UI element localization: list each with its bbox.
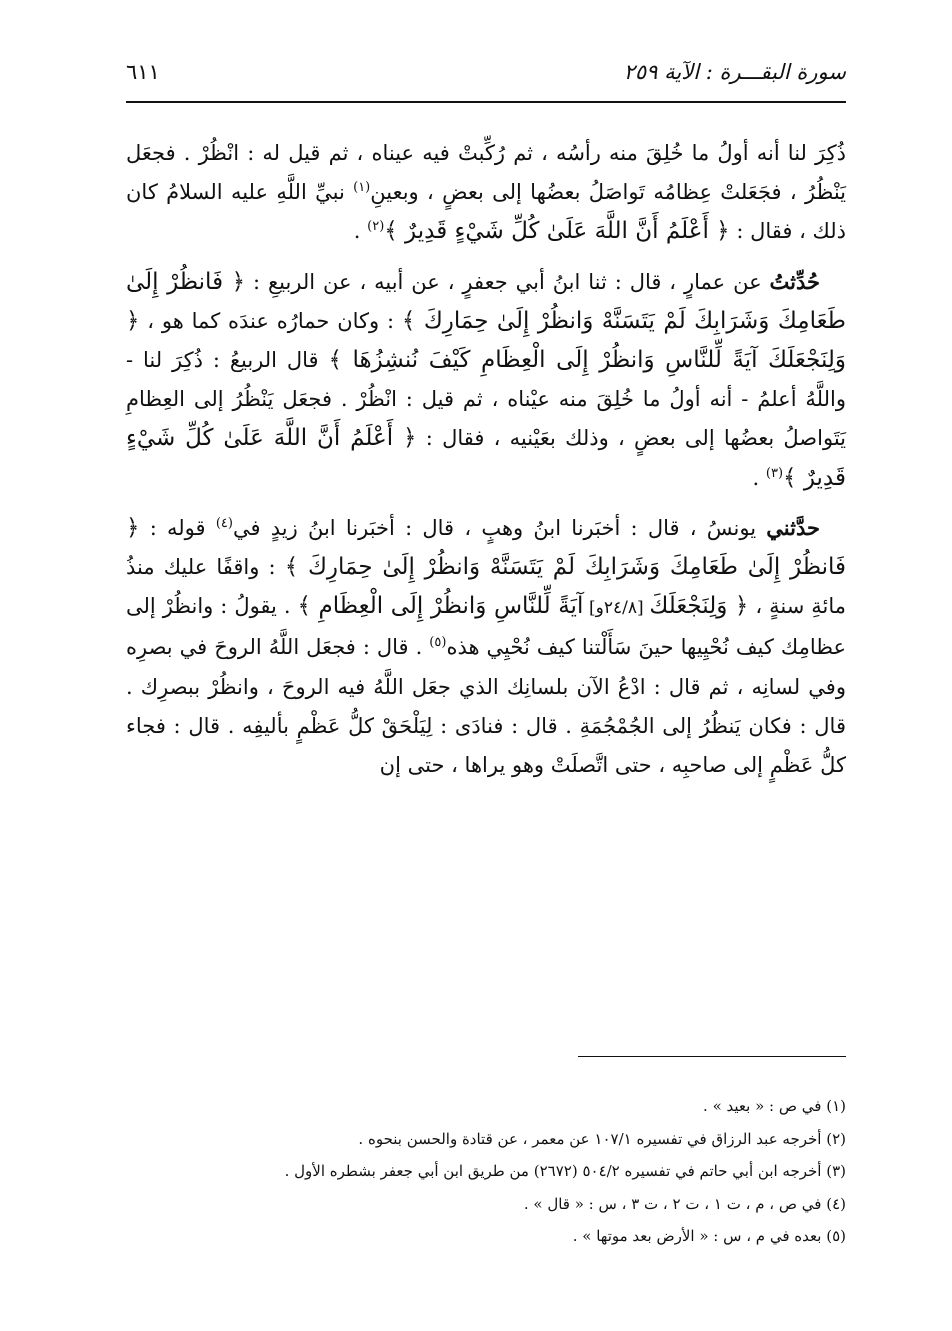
footnotes (126, 1090, 846, 1253)
text-run: . (353, 219, 368, 244)
text-run: قال الربيعُ : ذُكِرَ لنا - واللَّهُ أعلمُ - أنه أولُ ما خُلِقَ منه عيْناه ، ثم قيل : انْظُرْ . فجعَل يَنْظُرُ إلى العِظامِ يَتَواصلُ بعضُها إلى بعضٍ ، وذلك بعَيْنيه ، فقال : (126, 348, 847, 451)
text-run: . قال : فجعَل اللَّهُ الروحَ في بصرِه وفي لسانِه ، ثم قال : ادْعُ الآن بلسانِك الذي جعَل اللَّهُ فيه الروحَ ، وانظُرْ ببصرِك . قال : فكان يَنظُرُ إلى الجُمْجُمَةِ . قال : فنادَى : لِيَلْحَقْ كلُّ عَظْمٍ بأليفِه . قال : فجاء كلُّ عَظْمٍ إلى صاحبِه ، حتى اتَّصلَتْ وهو يراها ، حتى إن (126, 635, 846, 778)
footnote-ref-1: (١) (353, 180, 371, 196)
quran-verse: ﴿ فَانظُرْ إِلَىٰ طَعَامِكَ وَشَرَابِكَ لَمْ يَتَسَنَّهْ وَانظُرْ إِلَىٰ حِمَارِكَ ﴾ (126, 514, 846, 581)
text-run: قوله : (139, 515, 216, 540)
page-number: ٦١١ (126, 60, 160, 84)
paragraph-2 (126, 262, 846, 498)
manuscript-page-ref: [٢٤/٨و] (583, 598, 650, 619)
text-run: : واقفًا عليك منذُ مائةِ سنةٍ ، (126, 555, 846, 619)
footnote-3: (٣) أخرجه ابن أبي حاتم في تفسيره ٥٠٤/٢ (٢٦٧٢) من طريق ابن أبي جعفر بشطره الأول . (284, 1162, 846, 1180)
footnote-ref-3: (٣) (765, 465, 784, 481)
footnote-1: (١) في ص : « بعيد » . (703, 1097, 846, 1115)
page-header (126, 52, 846, 92)
text-run: . يقولُ : وانظُرْ إلى عظامِك كيف نُحْيِيها حينَ سَأَلْتنا كيف نُحْيِي هذه (126, 594, 846, 660)
text-run: : وكان حمارُه عندَه كما هو ، (139, 308, 402, 333)
main-text (126, 134, 846, 795)
text-run: عن عمارٍ ، قال : ثنا ابنُ أبي جعفرٍ ، عن أبيه ، عن الربيعِ : (245, 269, 770, 294)
quran-verse: ﴿ أَعْلَمُ أَنَّ اللَّهَ عَلَىٰ كُلِّ شَيْءٍ قَدِيرٌ ﴾ (384, 218, 730, 245)
narration-lead: حدَّثني (766, 514, 820, 540)
narration-lead: حُدِّثتُ (769, 268, 820, 294)
footnote-ref-4: (٤) (215, 515, 233, 531)
text-run: نبيِّ اللَّهِ عليه السلامُ كان ذلك ، فقال : (126, 180, 846, 244)
paragraph-3 (126, 508, 846, 785)
text-run: يونسُ ، قال : أخبَرنا ابنُ وهبٍ ، قال : أخبَرنا ابنُ زيدٍ في (232, 515, 767, 540)
footnote-ref-5: (٥) (429, 635, 447, 651)
quran-verse: ﴿ فَانظُرْ إِلَىٰ طَعَامِكَ وَشَرَابِكَ لَمْ يَتَسَنَّهْ وَانظُرْ إِلَىٰ حِمَارِكَ ﴾ (126, 268, 846, 334)
footnote-4: (٤) في ص ، م ، ت ١ ، ت ٢ ، ت ٣ ، س : « قال » . (523, 1194, 846, 1213)
quran-verse: ﴿ وَلِنَجْعَلَكَ آيَةً لِّلنَّاسِ وَانظُرْ إِلَى الْعِظَامِ كَيْفَ نُنشِزُهَا ﴾ (126, 307, 847, 374)
footnote-5: (٥) بعده في م ، س : « الأرض بعد موتها » . (572, 1227, 846, 1245)
header-rule (126, 101, 846, 103)
text-run: ذُكِرَ لنا أنه أولُ ما خُلِقَ منه رأسُه ، ثم رُكِّبتْ فيه عيناه ، ثم قيل له : انْظُرْ . فجعَل يَنْظُرُ ، فجَعَلتْ عِظامُه تَواصَلُ بعضُها إلى بعضٍ ، وبعينِ (126, 141, 847, 205)
quran-verse: آيَةً لِّلنَّاسِ وَانظُرْ إِلَى الْعِظَامِ ﴾ (297, 593, 584, 620)
footnote-separator (578, 1056, 846, 1057)
quran-verse: ﴿ وَلِنَجْعَلَكَ (649, 593, 749, 620)
text-run: . (752, 465, 766, 490)
footnote-ref-2: (٢) (367, 219, 385, 235)
paragraph-1 (126, 134, 846, 252)
footnote-2: (٢) أخرجه عبد الرزاق في تفسيره ١٠٧/١ عن معمر ، عن قتادة والحسن بنحوه . (358, 1129, 846, 1148)
quran-verse: ﴿ أَعْلَمُ أَنَّ اللَّهَ عَلَىٰ كُلِّ شَيْءٍ قَدِيرٌ ﴾ (126, 425, 846, 491)
running-title: سورة البقـــرة : الآية ٢٥٩ (623, 60, 846, 84)
